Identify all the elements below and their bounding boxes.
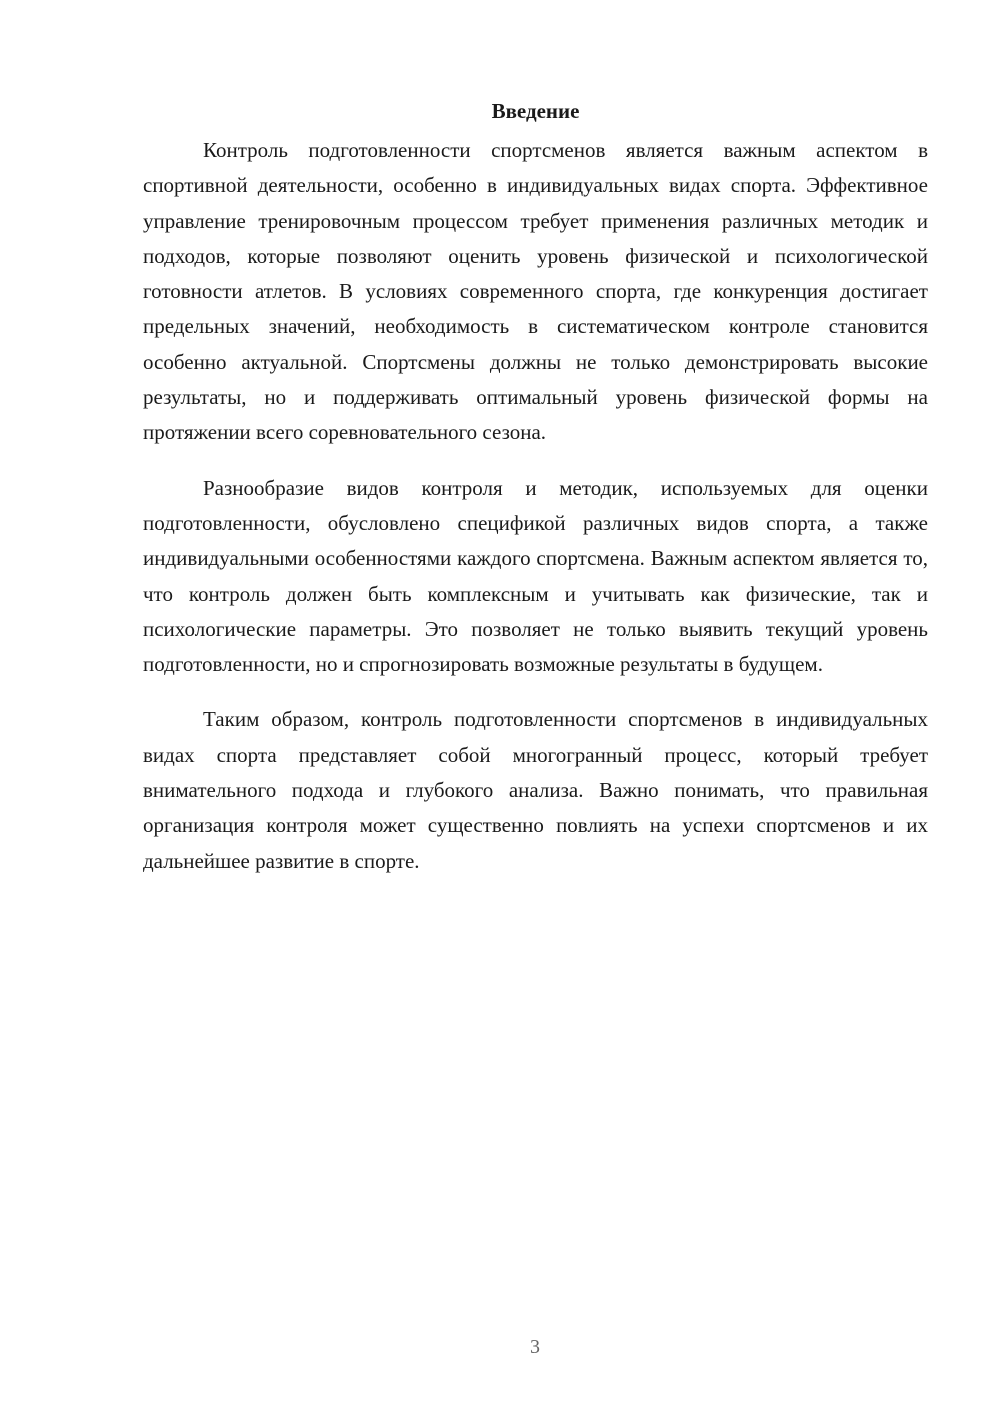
- page-content: [143, 96, 928, 899]
- paragraph: Контроль подготовленности спортсменов является важным аспектом в спортивной деятельности, особенно в индивидуальных видах спорта. Эффективное управление тренировочным процессом требует применения различных методик и подходов, которые позволяют оценить уровень физической и психологической готовности атлетов. В условиях современного спорта, где конкуренция достигает предельных значений, необходимость в систематическом контроле становится особенно актуальной. Спортсмены должны не только демонстрировать высокие результаты, но и поддерживать оптимальный уровень физической формы на протяжении всего соревновательного сезона.: [143, 138, 928, 445]
- paragraph: Разнообразие видов контроля и методик, используемых для оценки подготовленности, обусловлено спецификой различных видов спорта, а также индивидуальными особенностями каждого спортсмена. Важным аспектом является то, что контроль должен быть комплексным и учитывать как физические, так и психологические параметры. Это позволяет не только выявить текущий уровень подготовленности, но и спрогнозировать возможные результаты в будущем.: [143, 475, 928, 677]
- section-title: Введение: [491, 99, 580, 123]
- page-number: 3: [530, 1336, 540, 1358]
- paragraph: Таким образом, контроль подготовленности спортсменов в индивидуальных видах спорта представляет собой многогранный процесс, который требует внимательного подхода и глубокого анализа. Важно понимать, что правильная организация контроля может существенно повлиять на успехи спортсменов и их дальнейшее развитие в спорте.: [143, 707, 928, 873]
